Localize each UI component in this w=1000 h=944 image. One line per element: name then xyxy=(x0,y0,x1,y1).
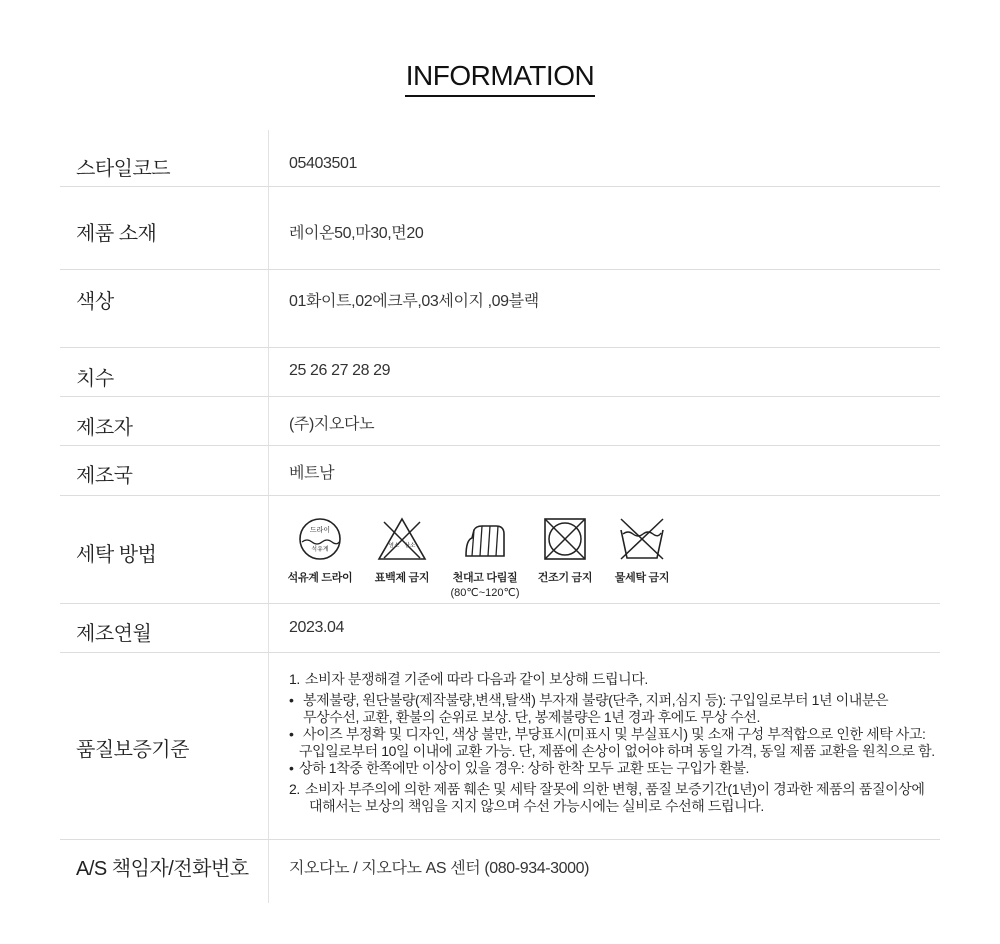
bullet-marker: • xyxy=(289,726,294,742)
row-value: 레이온50,마30,면20 xyxy=(289,225,424,242)
row-style-code xyxy=(60,130,940,187)
bullet-marker: • xyxy=(289,760,294,776)
warranty-p1-text: 소비자 분쟁해결 기준에 따라 다음과 같이 보상해 드립니다. xyxy=(305,671,648,687)
row-manufacturer xyxy=(60,397,940,446)
warranty-b1-line1: 봉제불량, 원단불량(제작불량,변색,탈색) 부자재 불량(단추, 지퍼,심지 등): 구입일로부터 1년 이내분은 xyxy=(303,692,889,708)
row-date xyxy=(60,604,940,653)
row-material xyxy=(60,187,940,270)
no-bleach-inner-left: 염소 xyxy=(388,543,400,549)
row-value: (주)지오다노 xyxy=(289,416,375,433)
warranty-marker: 2. xyxy=(289,781,300,797)
row-value: 01화이트,02에크루,03세이지 ,09블랙 xyxy=(289,293,539,310)
row-country xyxy=(60,446,940,496)
row-label: 치수 xyxy=(76,368,114,390)
row-value: 05403501 xyxy=(289,155,357,172)
row-label: 제조연월 xyxy=(76,623,152,645)
row-value: 지오다노 / 지오다노 AS 센터 (080-934-3000) xyxy=(289,860,590,877)
care-label: 건조기 금지 xyxy=(537,572,593,584)
care-sublabel: (80℃~120℃) xyxy=(450,587,520,599)
row-value: 25 26 27 28 29 xyxy=(289,362,391,379)
care-item-dry-clean xyxy=(278,516,362,585)
warranty-paragraph-1 xyxy=(289,671,939,688)
warranty-b3-text: 상하 1착중 한쪽에만 이상이 있을 경우: 상하 한착 모두 교환 또는 구입가 환불. xyxy=(299,760,749,776)
row-wash xyxy=(60,496,940,604)
care-item-no-wash xyxy=(602,516,682,585)
row-label: 스타일코드 xyxy=(76,158,171,180)
row-value: 2023.04 xyxy=(289,619,345,636)
care-item-no-bleach xyxy=(362,516,442,585)
care-label: 물세탁 금지 xyxy=(614,572,670,584)
warranty-p2-line1: 소비자 부주의에 의한 제품 훼손 및 세탁 잘못에 의한 변형, 품질 보증기간(1년)이 경과한 제품의 품질이상에 xyxy=(305,781,925,797)
row-label: 제조국 xyxy=(76,465,133,487)
row-label: 세탁 방법 xyxy=(76,544,157,566)
dry-clean-inner-top: 드라이 xyxy=(309,526,331,534)
row-label: 색상 xyxy=(76,291,114,313)
care-label: 천대고 다림질 xyxy=(452,572,518,584)
no-bleach-icon xyxy=(376,516,428,562)
warranty-b2-line1: 사이즈 부정확 및 디자인, 색상 불만, 부당표시(미표시 및 부실표시) 및 소재 구성 부적합으로 인한 세탁 사고: xyxy=(303,726,926,742)
row-label: A/S 책임자/전화번호 xyxy=(76,858,249,880)
warranty-b1-line2: 무상수선, 교환, 환불의 순위로 보상. 단, 봉제불량은 1년 경과 후에도 무상 수선. xyxy=(303,709,760,725)
bullet-marker: • xyxy=(289,692,294,708)
warranty-marker: 1. xyxy=(289,671,300,687)
row-warranty xyxy=(60,653,940,840)
warranty-paragraph-2 xyxy=(289,781,939,815)
dry-clean-petroleum-icon xyxy=(297,516,343,562)
care-item-iron xyxy=(442,516,528,599)
row-value: 베트남 xyxy=(289,465,335,482)
care-label: 석유계 드라이 xyxy=(287,572,353,584)
dry-clean-inner-bottom: 석유계 xyxy=(311,546,329,553)
no-bleach-inner-right: 산소 xyxy=(404,543,416,549)
row-label: 제조자 xyxy=(76,417,133,439)
warranty-bullet-2 xyxy=(289,726,939,760)
warranty-b2-line2: 구입일로부터 10일 이내에 교환 가능. 단, 제품에 손상이 없어야 하며 동일 가격, 동일 제품 교환을 원칙으로 함. xyxy=(299,743,935,759)
row-label: 품질보증기준 xyxy=(76,739,189,761)
warranty-text xyxy=(289,671,939,819)
care-icons xyxy=(278,516,678,599)
row-label: 제품 소재 xyxy=(76,223,157,245)
no-wash-icon xyxy=(617,516,667,562)
warranty-p2-line2: 대해서는 보상의 책임을 지지 않으며 수선 가능시에는 실비로 수선해 드립니다. xyxy=(309,798,764,814)
care-item-no-tumble-dry xyxy=(528,516,602,585)
no-tumble-dry-icon xyxy=(542,516,588,562)
row-size xyxy=(60,348,940,397)
warranty-bullet-1 xyxy=(289,692,939,726)
care-label: 표백제 금지 xyxy=(374,572,430,584)
row-color xyxy=(60,270,940,348)
iron-cloth-icon xyxy=(460,516,510,562)
row-as xyxy=(60,840,940,903)
warranty-bullet-3 xyxy=(289,760,939,777)
page-title: INFORMATION xyxy=(0,58,1000,97)
